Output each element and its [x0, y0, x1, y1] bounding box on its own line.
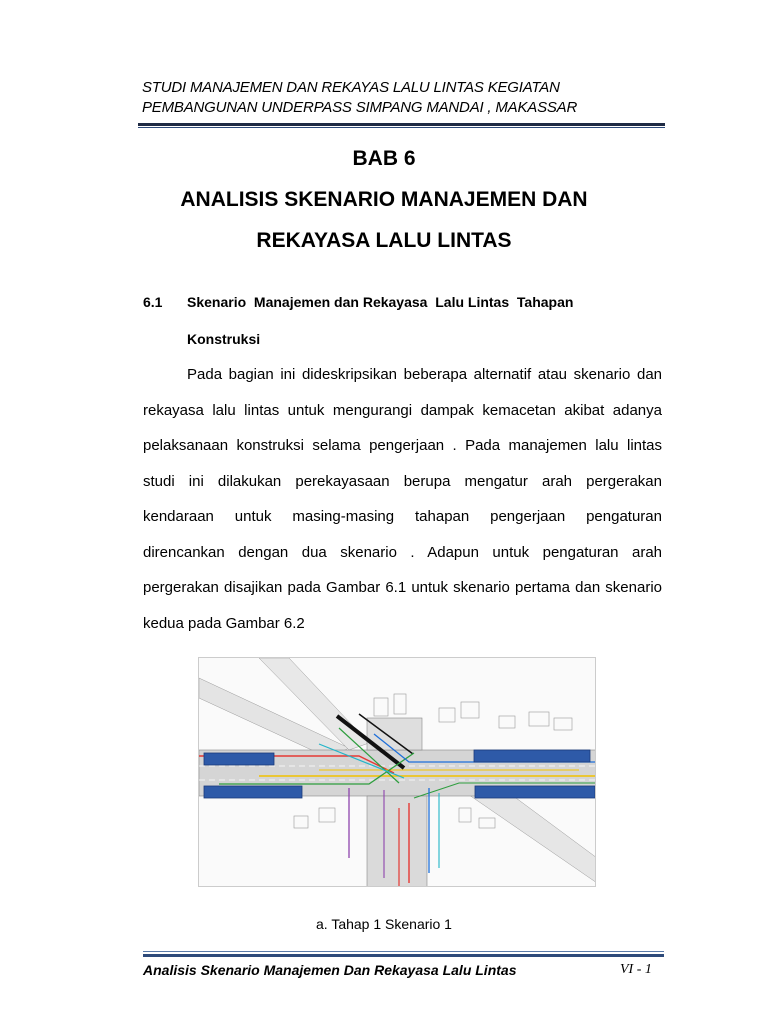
paragraph-line: Pada bagian ini dideskripsikan beberapa alternatif atau skenario dan	[187, 366, 662, 383]
running-header-line1: STUDI MANAJEMEN DAN REKAYAS LALU LINTAS KEGIATAN	[142, 79, 560, 96]
intersection-drawing	[199, 658, 596, 887]
page-number: VI - 1	[620, 962, 652, 977]
header-rule	[138, 123, 665, 126]
footer-title: Analisis Skenario Manajemen Dan Rekayasa Lalu Lintas	[143, 962, 517, 978]
paragraph-line: rekayasa lalu lintas untuk mengurangi dampak kemacetan akibat adanya	[143, 402, 662, 419]
paragraph-line: studi ini dilakukan perekayasaan berupa mengatur arah pergerakan	[143, 473, 662, 490]
paragraph-line: pelaksanaan konstruksi selama pengerjaan . Pada manajemen lalu lintas	[143, 437, 662, 454]
paragraph-line: kedua pada Gambar 6.2	[143, 615, 305, 632]
chapter-number: BAB 6	[352, 147, 416, 170]
traffic-scenario-diagram	[198, 657, 596, 887]
chapter-title-line1: ANALISIS SKENARIO MANAJEMEN DAN	[180, 188, 588, 211]
paragraph-line: direncankan dengan dua skenario . Adapun untuk pengaturan arah	[143, 544, 662, 561]
footer-rule-thin	[143, 951, 664, 952]
footer-rule	[143, 954, 664, 957]
section-number: 6.1	[143, 294, 163, 310]
section-title-line1: Skenario Manajemen dan Rekayasa Lalu Lintas Tahapan	[187, 294, 574, 310]
running-header-line2: PEMBANGUNAN UNDERPASS SIMPANG MANDAI , MAKASSAR	[142, 99, 578, 116]
section-title-line2: Konstruksi	[187, 331, 261, 347]
chapter-title-line2: REKAYASA LALU LINTAS	[256, 229, 512, 252]
running-header	[142, 78, 662, 118]
header-rule-thin	[138, 127, 665, 128]
paragraph-line: pergerakan disajikan pada Gambar 6.1 untuk skenario pertama dan skenario	[143, 579, 662, 596]
figure-caption: a. Tahap 1 Skenario 1	[316, 916, 452, 932]
paragraph-line: kendaraan untuk masing-masing tahapan pengerjaan pengaturan	[143, 508, 662, 525]
